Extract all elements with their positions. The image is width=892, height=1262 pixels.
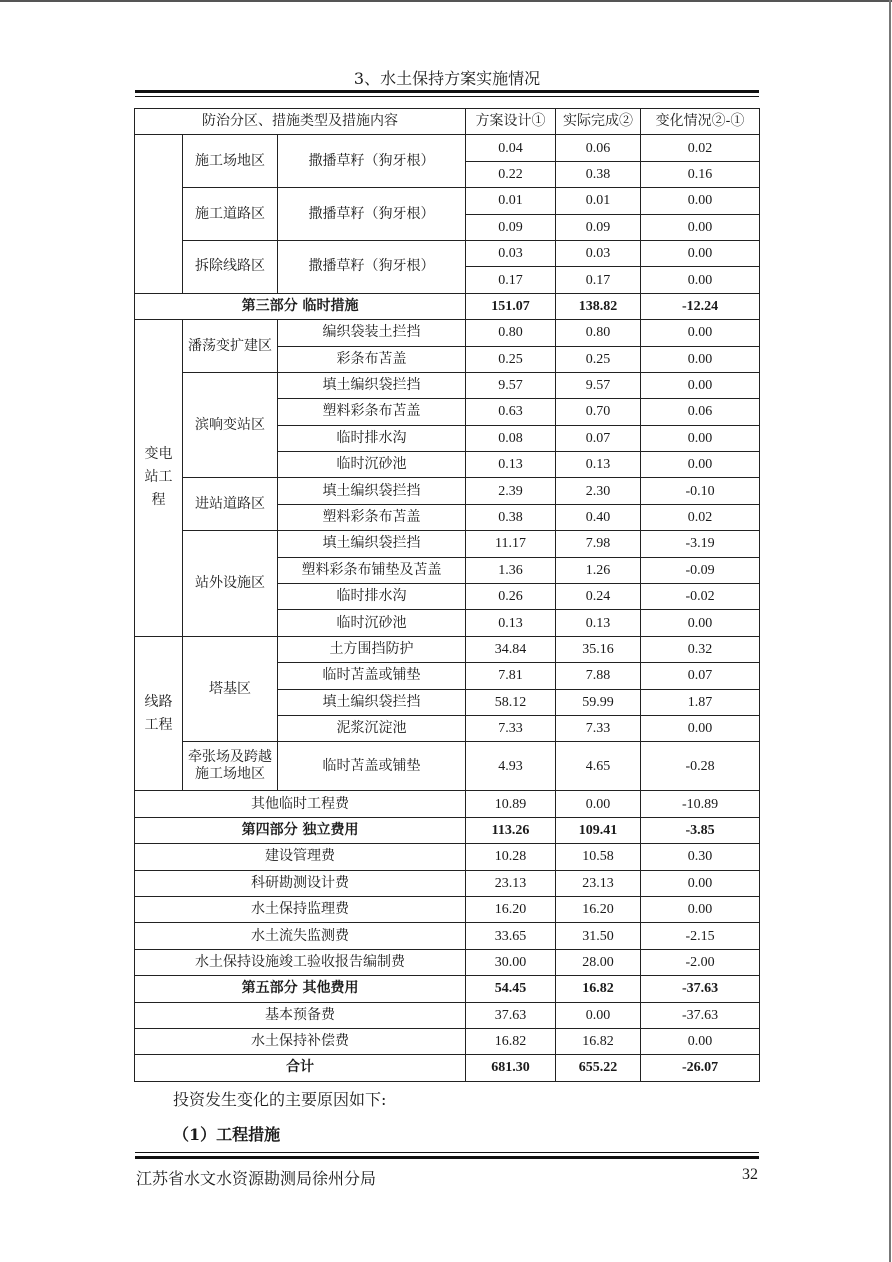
part-label-cell: 第三部分 临时措施 xyxy=(135,293,466,319)
footer-rule-thin xyxy=(135,1152,759,1153)
value-cell: 0.17 xyxy=(466,267,556,293)
measure-cell: 临时苫盖或铺垫 xyxy=(278,742,466,791)
value-cell: 151.07 xyxy=(466,293,556,319)
value-cell: -26.07 xyxy=(641,1055,760,1081)
measure-cell: 临时沉砂池 xyxy=(278,452,466,478)
part-label-cell: 第四部分 独立费用 xyxy=(135,817,466,843)
measure-cell: 彩条布苫盖 xyxy=(278,346,466,372)
value-cell: 0.38 xyxy=(556,161,641,187)
value-cell: 0.09 xyxy=(556,214,641,240)
value-cell: 1.26 xyxy=(556,557,641,583)
value-cell: 655.22 xyxy=(556,1055,641,1081)
item-label-cell: 科研勘测设计费 xyxy=(135,870,466,896)
value-cell: 138.82 xyxy=(556,293,641,319)
measure-cell: 临时排水沟 xyxy=(278,425,466,451)
zone-cell: 施工场地区 xyxy=(183,135,278,188)
value-cell: 0.13 xyxy=(556,452,641,478)
value-cell: 0.00 xyxy=(641,372,760,398)
value-cell: 0.00 xyxy=(641,240,760,266)
value-cell: 0.01 xyxy=(556,188,641,214)
table-row xyxy=(135,742,760,791)
table-row xyxy=(135,320,760,346)
value-cell: 23.13 xyxy=(556,870,641,896)
value-cell: 58.12 xyxy=(466,689,556,715)
value-cell: 0.70 xyxy=(556,399,641,425)
value-cell: 0.07 xyxy=(556,425,641,451)
measure-cell: 填土编织袋拦挡 xyxy=(278,372,466,398)
value-cell: 16.20 xyxy=(466,896,556,922)
value-cell: 0.04 xyxy=(466,135,556,161)
value-cell: 0.01 xyxy=(466,188,556,214)
table-row xyxy=(135,1002,760,1028)
value-cell: 16.82 xyxy=(556,1028,641,1054)
value-cell: 0.40 xyxy=(556,504,641,530)
value-cell: 0.09 xyxy=(466,214,556,240)
value-cell: 0.25 xyxy=(556,346,641,372)
value-cell: 9.57 xyxy=(556,372,641,398)
measure-cell: 临时苫盖或铺垫 xyxy=(278,663,466,689)
value-cell: 0.00 xyxy=(641,267,760,293)
value-cell: 4.93 xyxy=(466,742,556,791)
project-category-cell xyxy=(135,636,183,791)
value-cell: 0.24 xyxy=(556,584,641,610)
value-cell: 7.81 xyxy=(466,663,556,689)
table-row xyxy=(135,372,760,398)
value-cell: 16.20 xyxy=(556,896,641,922)
value-cell: 0.00 xyxy=(641,214,760,240)
value-cell: -0.09 xyxy=(641,557,760,583)
investment-comparison-table xyxy=(134,108,760,1082)
value-cell: 16.82 xyxy=(556,976,641,1002)
value-cell: 0.25 xyxy=(466,346,556,372)
zone-cell: 施工道路区 xyxy=(183,188,278,241)
measure-cell: 撒播草籽（狗牙根） xyxy=(278,135,466,188)
part-row xyxy=(135,976,760,1002)
body-paragraph: 投资发生变化的主要原因如下: xyxy=(173,1090,387,1109)
table-row xyxy=(135,896,760,922)
value-cell: 681.30 xyxy=(466,1055,556,1081)
footer-rule-thick xyxy=(135,1156,759,1159)
value-cell: 109.41 xyxy=(556,817,641,843)
value-cell: -3.85 xyxy=(641,817,760,843)
value-cell: 10.89 xyxy=(466,791,556,817)
value-cell: 0.00 xyxy=(556,1002,641,1028)
table-body xyxy=(135,109,760,1082)
value-cell: 7.33 xyxy=(556,715,641,741)
value-cell: 1.87 xyxy=(641,689,760,715)
table-row xyxy=(135,531,760,557)
value-cell: 0.00 xyxy=(641,452,760,478)
measure-cell: 临时沉砂池 xyxy=(278,610,466,636)
measure-cell: 撒播草籽（狗牙根） xyxy=(278,188,466,241)
value-cell: 0.38 xyxy=(466,504,556,530)
total-label-cell: 合计 xyxy=(135,1055,466,1081)
value-cell: 11.17 xyxy=(466,531,556,557)
value-cell: 0.32 xyxy=(641,636,760,662)
project-category-cell-text: 线路工程 xyxy=(144,693,173,733)
measure-cell: 填土编织袋拦挡 xyxy=(278,531,466,557)
col-header-actual: 实际完成② xyxy=(556,109,641,135)
page-right-border xyxy=(889,0,891,1262)
value-cell: 16.82 xyxy=(466,1028,556,1054)
part-label-cell: 第五部分 其他费用 xyxy=(135,976,466,1002)
value-cell: -0.28 xyxy=(641,742,760,791)
value-cell: 0.08 xyxy=(466,425,556,451)
value-cell: 4.65 xyxy=(556,742,641,791)
value-cell: 33.65 xyxy=(466,923,556,949)
value-cell: 0.80 xyxy=(466,320,556,346)
measure-cell: 塑料彩条布苫盖 xyxy=(278,399,466,425)
page-top-border xyxy=(0,0,892,2)
table-header-row xyxy=(135,109,760,135)
value-cell: 0.02 xyxy=(641,504,760,530)
part-row xyxy=(135,817,760,843)
table-row xyxy=(135,1028,760,1054)
value-cell: 0.16 xyxy=(641,161,760,187)
value-cell: 0.00 xyxy=(556,791,641,817)
value-cell: 0.13 xyxy=(466,610,556,636)
measure-cell: 泥浆沉淀池 xyxy=(278,715,466,741)
item-label-cell: 其他临时工程费 xyxy=(135,791,466,817)
value-cell: -3.19 xyxy=(641,531,760,557)
value-cell: 59.99 xyxy=(556,689,641,715)
measure-cell: 撒播草籽（狗牙根） xyxy=(278,240,466,293)
page-header-title: 3、水土保持方案实施情况 xyxy=(353,69,541,88)
value-cell: -0.02 xyxy=(641,584,760,610)
value-cell: 0.13 xyxy=(466,452,556,478)
value-cell: 7.88 xyxy=(556,663,641,689)
zone-cell: 牵张场及跨越施工场地区 xyxy=(183,742,278,791)
value-cell: 0.06 xyxy=(556,135,641,161)
measure-cell: 临时排水沟 xyxy=(278,584,466,610)
item-label-cell: 水土保持补偿费 xyxy=(135,1028,466,1054)
value-cell: 0.00 xyxy=(641,715,760,741)
col-header-category: 防治分区、措施类型及措施内容 xyxy=(135,109,466,135)
zone-cell: 进站道路区 xyxy=(183,478,278,531)
project-category-cell xyxy=(135,320,183,637)
value-cell: 0.13 xyxy=(556,610,641,636)
value-cell: -2.00 xyxy=(641,949,760,975)
zone-cell: 拆除线路区 xyxy=(183,240,278,293)
value-cell: 0.00 xyxy=(641,320,760,346)
footer-organization: 江苏省水文水资源勘测局徐州分局 xyxy=(136,1169,377,1188)
blank-category-cell xyxy=(135,135,183,293)
value-cell: 23.13 xyxy=(466,870,556,896)
col-header-change: 变化情况②-① xyxy=(641,109,760,135)
value-cell: 0.00 xyxy=(641,425,760,451)
value-cell: -10.89 xyxy=(641,791,760,817)
table-row xyxy=(135,636,760,662)
section-heading: （1）工程措施 xyxy=(173,1125,281,1144)
header-rule-thin xyxy=(135,96,759,97)
value-cell: 0.30 xyxy=(641,844,760,870)
zone-cell: 塔基区 xyxy=(183,636,278,742)
zone-cell: 滨响变站区 xyxy=(183,372,278,478)
value-cell: 0.06 xyxy=(641,399,760,425)
value-cell: 0.02 xyxy=(641,135,760,161)
value-cell: 0.03 xyxy=(466,240,556,266)
value-cell: 7.98 xyxy=(556,531,641,557)
value-cell: 0.00 xyxy=(641,1028,760,1054)
value-cell: -0.10 xyxy=(641,478,760,504)
value-cell: 1.36 xyxy=(466,557,556,583)
item-label-cell: 基本预备费 xyxy=(135,1002,466,1028)
header-rule-thick xyxy=(135,90,759,93)
table-row xyxy=(135,870,760,896)
value-cell: 2.30 xyxy=(556,478,641,504)
value-cell: 0.00 xyxy=(641,188,760,214)
measure-cell: 填土编织袋拦挡 xyxy=(278,478,466,504)
measure-cell: 编织袋装土拦挡 xyxy=(278,320,466,346)
value-cell: 0.26 xyxy=(466,584,556,610)
measure-cell: 塑料彩条布铺垫及苫盖 xyxy=(278,557,466,583)
value-cell: 0.63 xyxy=(466,399,556,425)
item-label-cell: 水土保持监理费 xyxy=(135,896,466,922)
value-cell: 0.03 xyxy=(556,240,641,266)
value-cell: 10.28 xyxy=(466,844,556,870)
table-row xyxy=(135,478,760,504)
page-number: 32 xyxy=(742,1166,758,1183)
value-cell: 0.00 xyxy=(641,610,760,636)
value-cell: 113.26 xyxy=(466,817,556,843)
value-cell: 7.33 xyxy=(466,715,556,741)
measure-cell: 土方围挡防护 xyxy=(278,636,466,662)
value-cell: 34.84 xyxy=(466,636,556,662)
part-row xyxy=(135,293,760,319)
value-cell: 0.07 xyxy=(641,663,760,689)
table-row xyxy=(135,844,760,870)
value-cell: 54.45 xyxy=(466,976,556,1002)
measure-cell: 填土编织袋拦挡 xyxy=(278,689,466,715)
project-category-cell-text: 变电站工程 xyxy=(144,446,173,509)
table-row xyxy=(135,240,760,266)
value-cell: 0.80 xyxy=(556,320,641,346)
value-cell: 35.16 xyxy=(556,636,641,662)
value-cell: 0.22 xyxy=(466,161,556,187)
value-cell: 28.00 xyxy=(556,949,641,975)
table-row xyxy=(135,949,760,975)
value-cell: -2.15 xyxy=(641,923,760,949)
value-cell: 0.00 xyxy=(641,346,760,372)
table-row xyxy=(135,923,760,949)
zone-cell: 站外设施区 xyxy=(183,531,278,637)
item-label-cell: 水土流失监测费 xyxy=(135,923,466,949)
measure-cell: 塑料彩条布苫盖 xyxy=(278,504,466,530)
value-cell: 9.57 xyxy=(466,372,556,398)
value-cell: -37.63 xyxy=(641,1002,760,1028)
value-cell: 0.00 xyxy=(641,896,760,922)
value-cell: 30.00 xyxy=(466,949,556,975)
item-label-cell: 水土保持设施竣工验收报告编制费 xyxy=(135,949,466,975)
col-header-design: 方案设计① xyxy=(466,109,556,135)
value-cell: 0.17 xyxy=(556,267,641,293)
value-cell: 2.39 xyxy=(466,478,556,504)
total-row xyxy=(135,1055,760,1081)
table-row xyxy=(135,188,760,214)
value-cell: -37.63 xyxy=(641,976,760,1002)
table-row xyxy=(135,135,760,161)
value-cell: 0.00 xyxy=(641,870,760,896)
zone-cell: 潘荡变扩建区 xyxy=(183,320,278,373)
value-cell: 10.58 xyxy=(556,844,641,870)
value-cell: 37.63 xyxy=(466,1002,556,1028)
value-cell: -12.24 xyxy=(641,293,760,319)
item-label-cell: 建设管理费 xyxy=(135,844,466,870)
value-cell: 31.50 xyxy=(556,923,641,949)
table-row xyxy=(135,791,760,817)
